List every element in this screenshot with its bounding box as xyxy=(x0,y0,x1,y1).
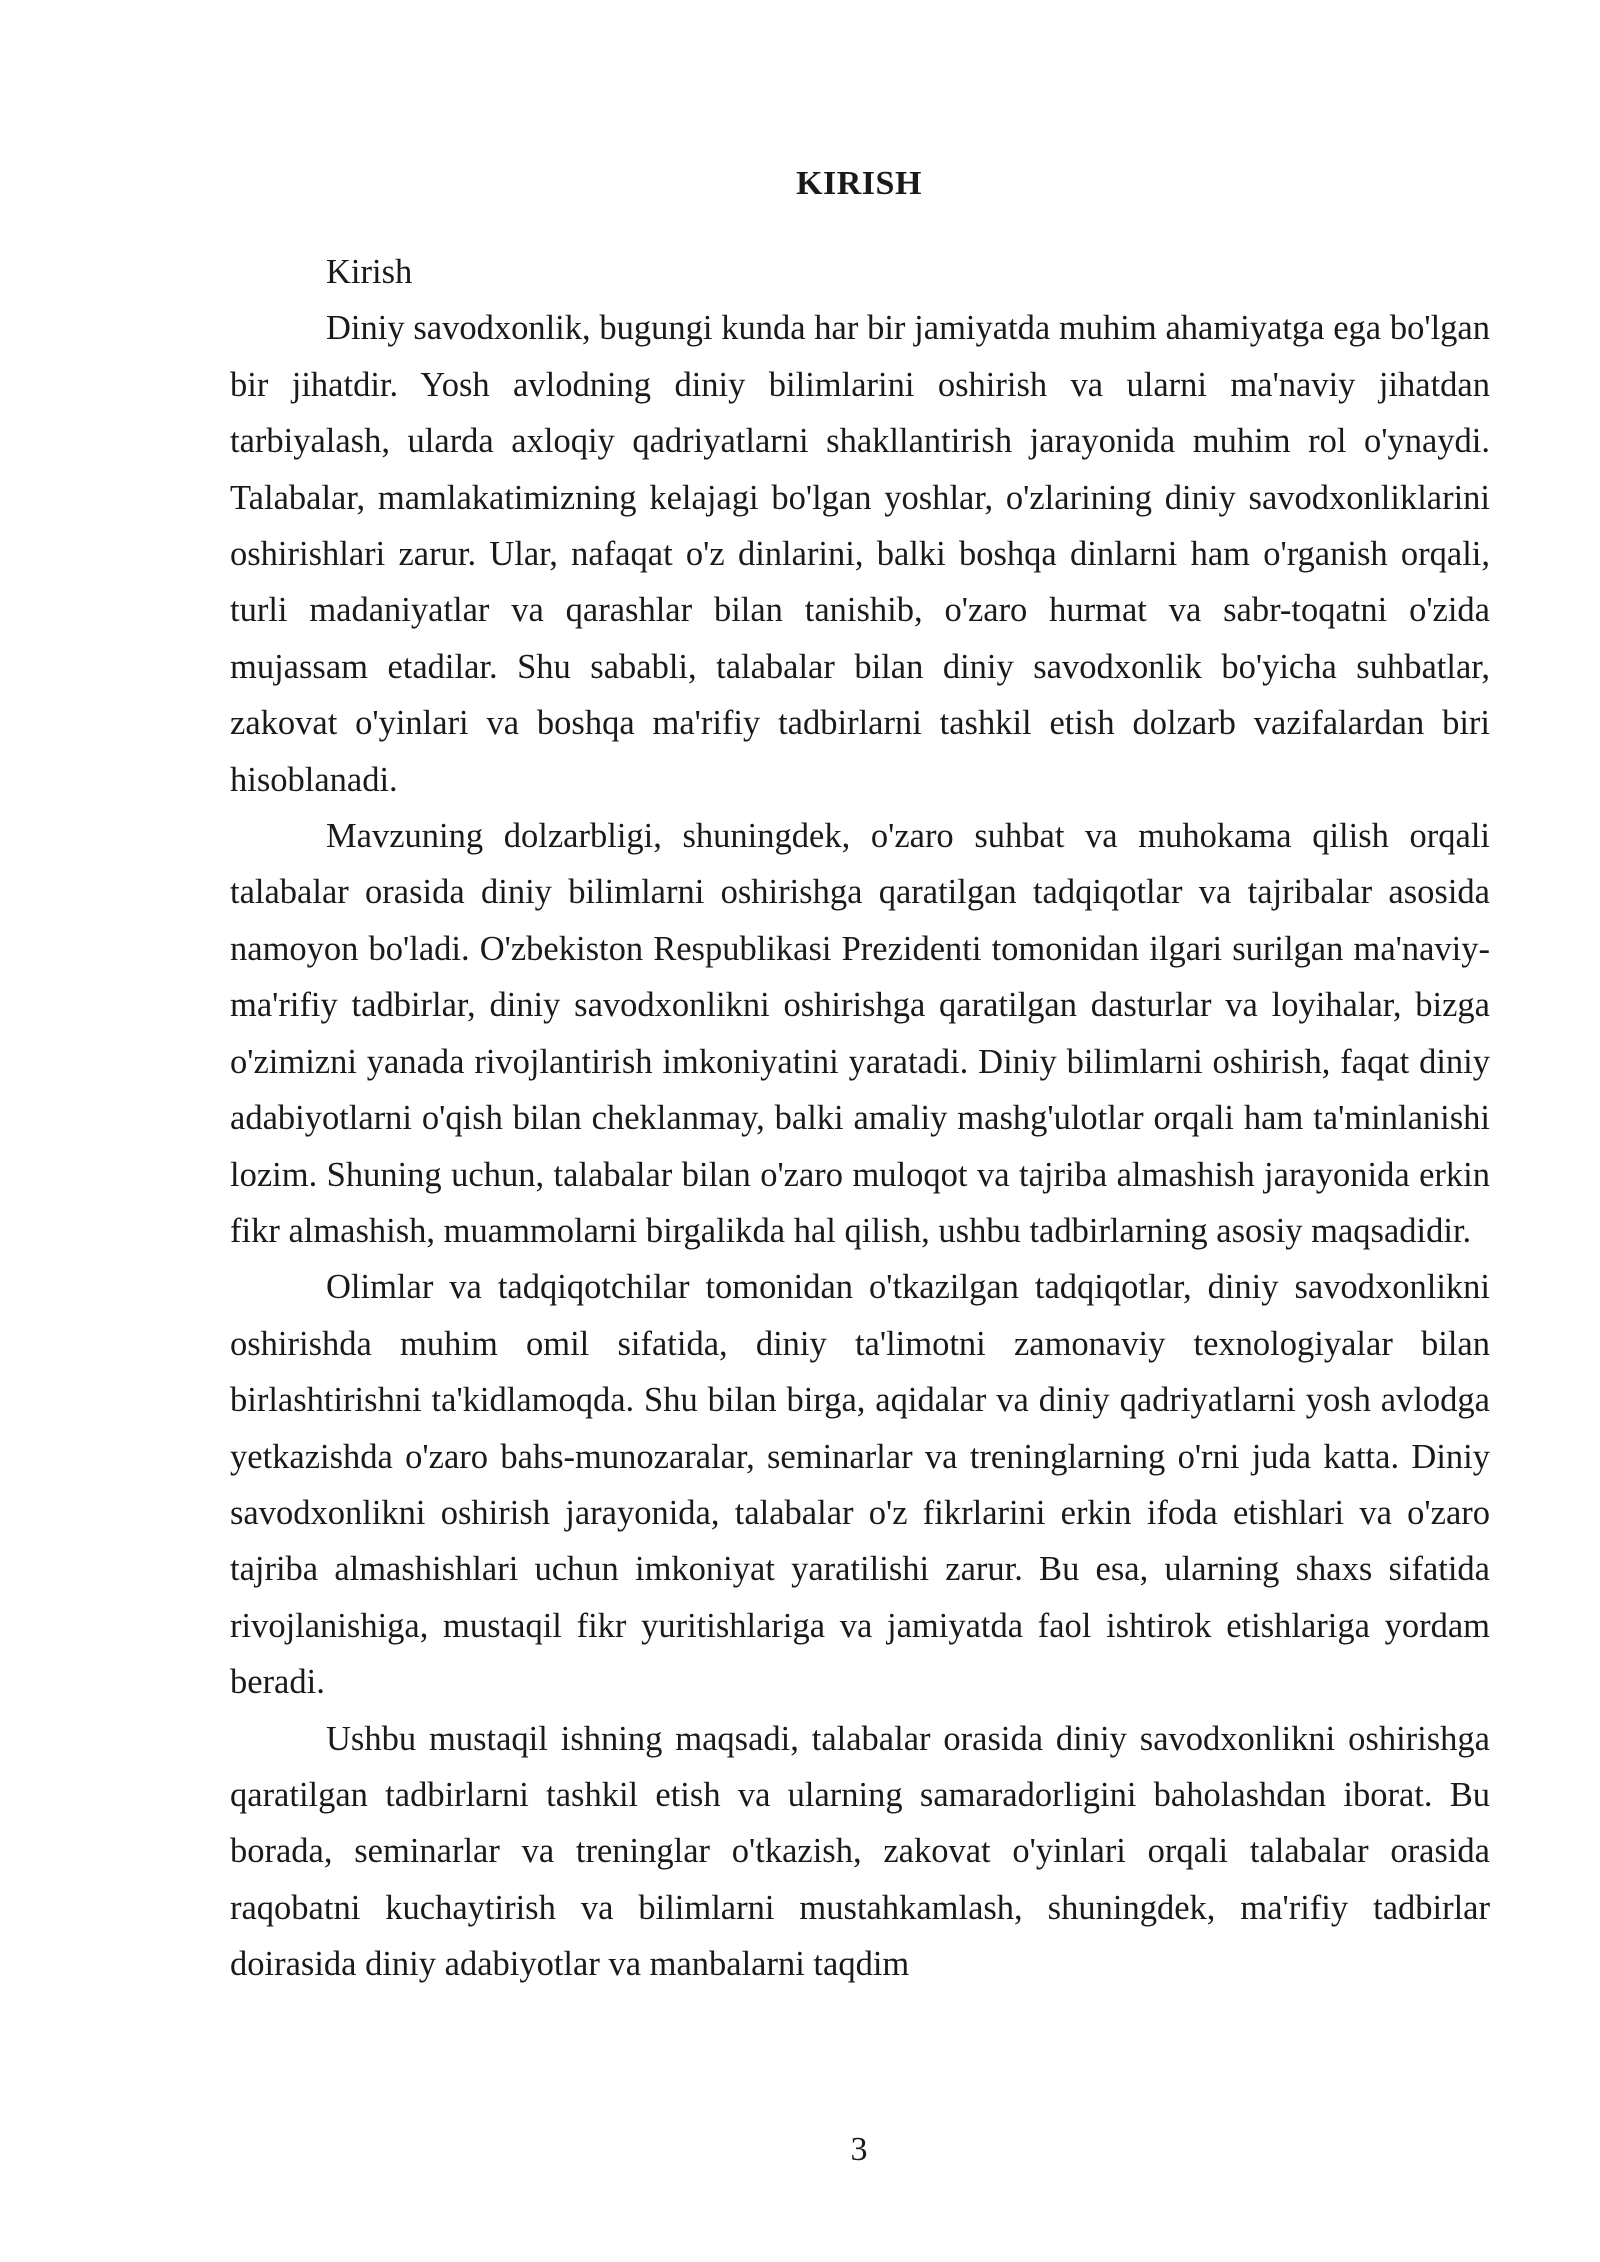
body-text xyxy=(230,244,1490,1993)
page-number: 3 xyxy=(850,2131,868,2168)
paragraph: Mavzuning dolzarbligi, shuningdek, o'zaro suhbat va muhokama qilish orqali talabalar orasida diniy bilimlarni oshirishga qaratilgan tadqiqotlar va tajribalar asosida namoyon bo'ladi. O'zbekiston Respublikasi Prezidenti tomonidan ilgari surilgan ma'naviy-ma'rifiy tadbirlar, diniy savodxonlikni oshirishga qaratilgan dasturlar va loyihalar, bizga o'zimizni yanada rivojlantirish imkoniyatini yaratadi. Diniy bilimlarni oshirish, faqat diniy adabiyotlarni o'qish bilan cheklanmay, balki amaliy mashg'ulotlar orqali ham ta'minlanishi lozim. Shuning uchun, talabalar bilan o'zaro muloqot va tajriba almashish jarayonida erkin fikr almashish, muammolarni birgalikda hal qilish, ushbu tadbirlarning asosiy maqsadidir. xyxy=(230,817,1490,1250)
paragraph: Olimlar va tadqiqotchilar tomonidan o'tkazilgan tadqiqotlar, diniy savodxonlikni oshirishda muhim omil sifatida, diniy ta'limotni zamonaviy texnologiyalar bilan birlashtirishni ta'kidlamoqda. Shu bilan birga, aqidalar va diniy qadriyatlarni yosh avlodga yetkazishda o'zaro bahs-munozaralar, seminarlar va treninglarning o'rni juda katta. Diniy savodxonlikni oshirish jarayonida, talabalar o'z fikrlarini erkin ifoda etishlari va o'zaro tajriba almashishlari uchun imkoniyat yaratilishi zarur. Bu esa, ularning shaxs sifatida rivojlanishiga, mustaqil fikr yuritishlariga va jamiyatda faol ishtirok etishlariga yordam beradi. xyxy=(230,1268,1490,1702)
section-subheading: Kirish xyxy=(326,253,413,291)
paragraph: Diniy savodxonlik, bugungi kunda har bir jamiyatda muhim ahamiyatga ega bo'lgan bir jihatdir. Yosh avlodning diniy bilimlarini oshirish va ularni ma'naviy jihatdan tarbiyalash, ularda axloqiy qadriyatlarni shakllantirish jarayonida muhim rol o'ynaydi. Talabalar, mamlakatimizning kelajagi bo'lgan yoshlar, o'zlarining diniy savodxonliklarini oshirishlari zarur. Ular, nafaqat o'z dinlarini, balki boshqa dinlarni ham o'rganish orqali, turli madaniyatlar va qarashlar bilan tanishib, o'zaro hurmat va sabr-toqatni o'zida mujassam etadilar. Shu sababli, talabalar bilan diniy savodxonlik bo'yicha suhbatlar, zakovat o'yinlari va boshqa ma'rifiy tadbirlarni tashkil etish dolzarb vazifalardan biri hisoblanadi. xyxy=(230,309,1490,799)
page-title: KIRISH xyxy=(796,165,922,202)
paragraph: Ushbu mustaqil ishning maqsadi, talabalar orasida diniy savodxonlikni oshirishga qaratilgan tadbirlarni tashkil etish va ularning samaradorligini baholashdan iborat. Bu borada, seminarlar va treninglar o'tkazish, zakovat o'yinlari orqali talabalar orasida raqobatni kuchaytirish va bilimlarni mustahkamlash, shuningdek, ma'rifiy tadbirlar doirasida diniy adabiyotlar va manbalarni taqdim xyxy=(230,1719,1490,1984)
